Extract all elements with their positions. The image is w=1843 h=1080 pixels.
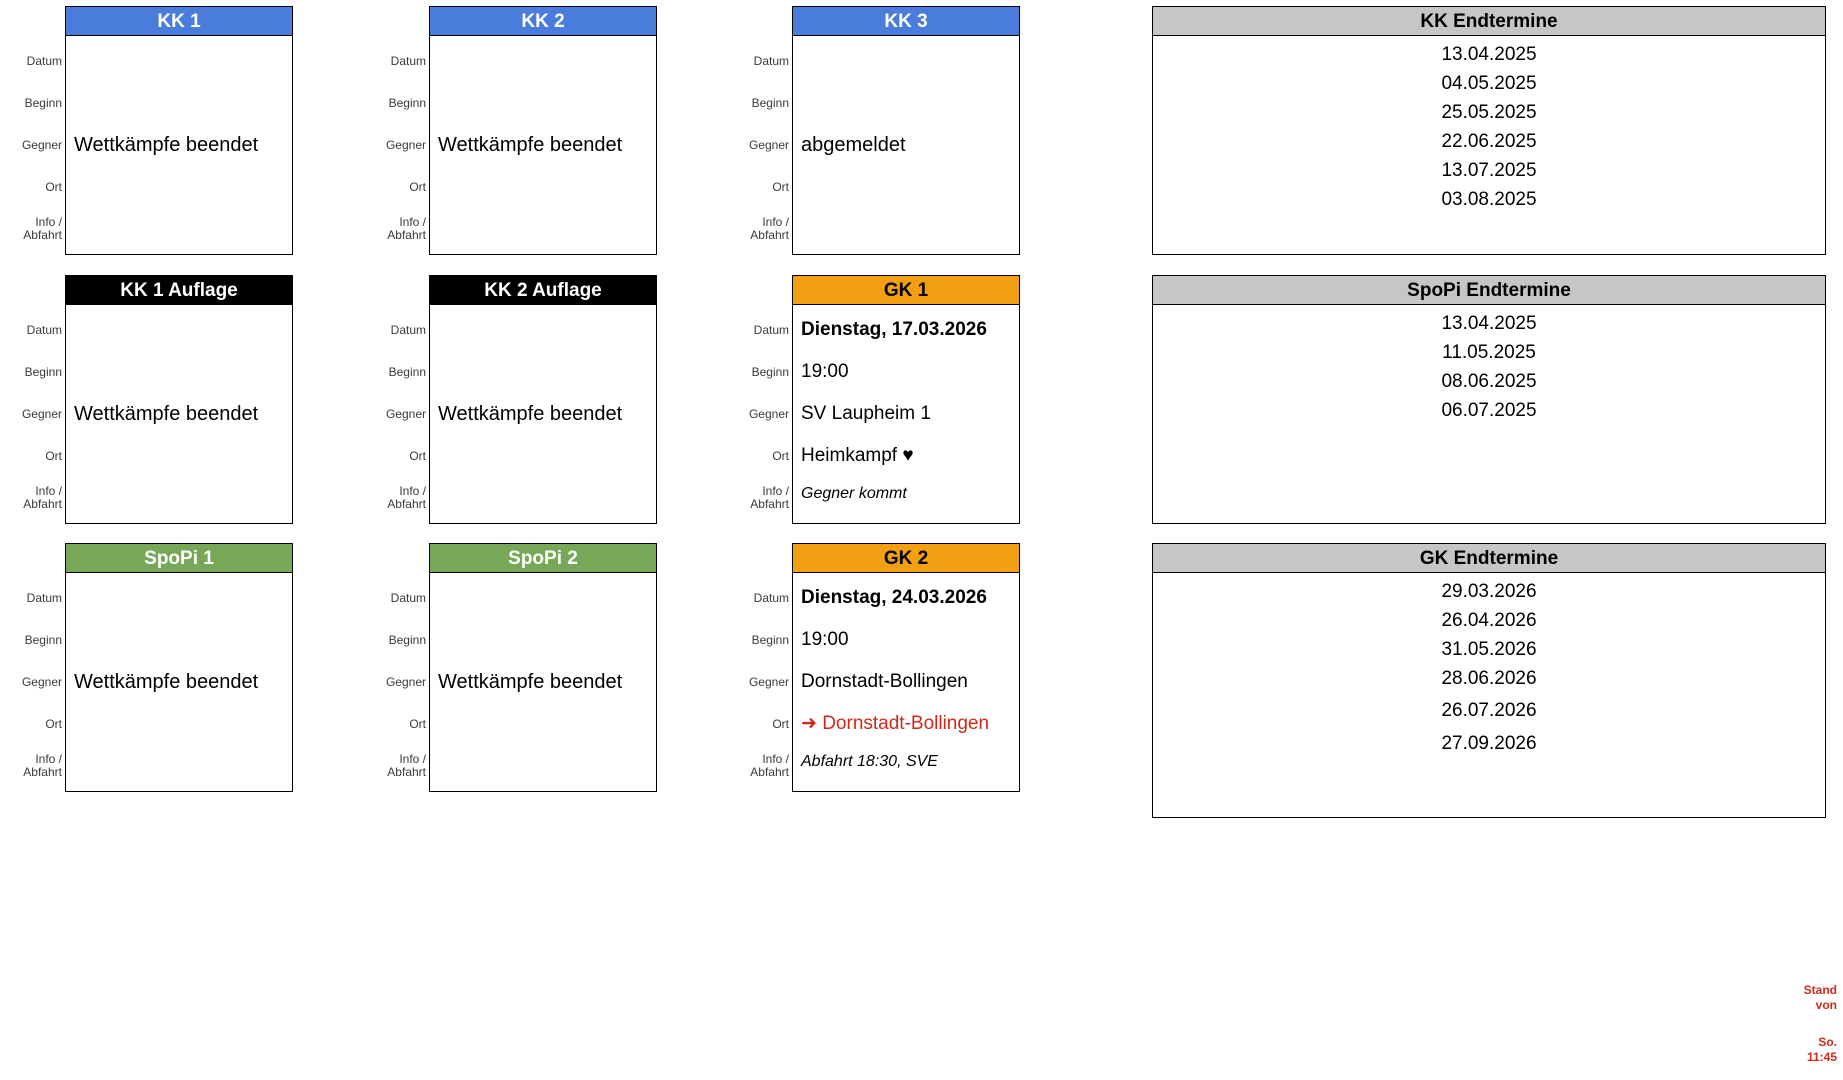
endtermine-date: 26.04.2026 [1441,610,1537,631]
match-card-kk-3 [748,6,1020,255]
label-ort: Ort [772,449,789,463]
endtermine-date: 04.05.2025 [1441,73,1537,94]
label-datum: Datum [753,323,789,337]
label-datum: Datum [390,54,426,68]
label-gegner: Gegner [385,407,426,421]
label-info-line1: Info / [399,752,426,766]
label-info-line2: Abfahrt [750,765,789,779]
label-gegner: Gegner [385,675,426,689]
label-gegner: Gegner [748,407,789,421]
card-body-gk-1 [748,305,1020,524]
label-info-line1: Info / [399,215,426,229]
value-info-gk-1: Gegner kommt [801,485,907,502]
value-ort-gk-1: Heimkampf ♥ [801,445,914,466]
label-info-abfahrt [23,216,62,242]
endtermine-date: 29.03.2026 [1441,581,1537,602]
card-message-kk-3: abgemeldet [801,134,906,156]
label-datum: Datum [753,54,789,68]
match-card-spopi-2 [385,543,657,792]
label-info-abfahrt [387,485,426,511]
label-info-abfahrt [750,216,789,242]
endtermine-date: 25.05.2025 [1441,102,1537,123]
label-datum: Datum [26,591,62,605]
endtermine-date: 31.05.2026 [1441,639,1537,660]
label-gegner: Gegner [385,138,426,152]
card-title-kk-1-auflage: KK 1 Auflage [65,275,293,305]
card-title-spopi-1: SpoPi 1 [65,543,293,573]
endtermine-date: 13.07.2025 [1441,160,1537,181]
label-beginn: Beginn [24,96,62,110]
label-gegner: Gegner [748,138,789,152]
row-labels-spopi-1 [0,573,62,791]
endtermine-date: 03.08.2025 [1441,189,1537,210]
row-labels-kk-2 [360,36,426,254]
row-labels-gk-2 [723,573,789,791]
card-title-spopi-2: SpoPi 2 [429,543,657,573]
label-datum: Datum [390,323,426,337]
card-message-kk-2-auflage: Wettkämpfe beendet [438,403,623,425]
match-card-kk-2-auflage [385,275,657,524]
endtermine-date: 28.06.2026 [1441,668,1537,689]
value-datum-gk-1: Dienstag, 17.03.2026 [801,319,987,340]
label-info-line2: Abfahrt [23,765,62,779]
endtermine-kk [1152,6,1826,255]
label-datum: Datum [753,591,789,605]
label-ort: Ort [45,180,62,194]
label-info-abfahrt [387,216,426,242]
label-ort: Ort [409,717,426,731]
endtermine-spopi [1152,275,1826,524]
label-datum: Datum [390,591,426,605]
label-info-line1: Info / [762,484,789,498]
label-info-line1: Info / [35,215,62,229]
value-gegner-gk-2: Dornstadt-Bollingen [801,671,968,692]
value-info-gk-2: Abfahrt 18:30, SVE [801,753,938,770]
row-labels-kk-3 [723,36,789,254]
label-beginn: Beginn [24,633,62,647]
card-body-spopi-1 [21,573,293,792]
stand-value-block [1807,1035,1837,1065]
match-card-spopi-1 [21,543,293,792]
label-ort: Ort [772,717,789,731]
label-beginn: Beginn [751,96,789,110]
card-message-kk-1: Wettkämpfe beendet [74,134,259,156]
stand-value-day: So. [1818,1035,1837,1049]
label-datum: Datum [26,323,62,337]
endtermine-date: 11.05.2025 [1442,342,1536,363]
endtermine-body-gk [1152,573,1826,818]
label-info-line2: Abfahrt [23,228,62,242]
endtermine-date: 13.04.2025 [1441,313,1537,334]
endtermine-body-spopi [1152,305,1826,524]
endtermine-body-kk [1152,36,1826,255]
label-beginn: Beginn [388,96,426,110]
label-gegner: Gegner [21,407,62,421]
card-rows-gk-2 [793,573,1019,791]
match-card-gk-2 [748,543,1020,792]
label-info-abfahrt [23,753,62,779]
card-body-gk-2 [748,573,1020,792]
endtermine-date: 08.06.2025 [1441,371,1537,392]
label-gegner: Gegner [21,675,62,689]
row-labels-spopi-2 [360,573,426,791]
label-info-line1: Info / [762,215,789,229]
card-title-kk-2-auflage: KK 2 Auflage [429,275,657,305]
row-labels-kk-2-auflage [360,305,426,523]
card-rows-gk-1 [793,305,1019,523]
label-ort: Ort [45,449,62,463]
label-beginn: Beginn [388,365,426,379]
row-labels-kk-1 [0,36,62,254]
row-labels-kk-1-auflage [0,305,62,523]
label-info-line2: Abfahrt [750,497,789,511]
label-info-line2: Abfahrt [387,228,426,242]
label-beginn: Beginn [388,633,426,647]
label-info-line2: Abfahrt [387,497,426,511]
card-title-kk-1: KK 1 [65,6,293,36]
endtermine-title-kk: KK Endtermine [1152,6,1826,36]
label-info-abfahrt [750,485,789,511]
match-card-kk-2 [385,6,657,255]
card-body-kk-1-auflage [21,305,293,524]
label-info-line1: Info / [399,484,426,498]
label-info-line1: Info / [762,752,789,766]
value-ort-gk-2: ➜ Dornstadt-Bollingen [801,713,990,734]
label-ort: Ort [45,717,62,731]
stand-block [1804,983,1837,1013]
label-datum: Datum [26,54,62,68]
card-message-kk-2: Wettkämpfe beendet [438,134,623,156]
card-body-kk-2-auflage [385,305,657,524]
endtermine-date: 26.07.2026 [1441,700,1537,721]
label-info-line1: Info / [35,484,62,498]
endtermine-date: 06.07.2025 [1441,400,1537,421]
match-card-gk-1 [748,275,1020,524]
label-ort: Ort [409,180,426,194]
value-beginn-gk-1: 19:00 [801,361,849,382]
label-info-line2: Abfahrt [23,497,62,511]
value-beginn-gk-2: 19:00 [801,629,849,650]
endtermine-date: 22.06.2025 [1441,131,1537,152]
label-gegner: Gegner [21,138,62,152]
value-datum-gk-2: Dienstag, 24.03.2026 [801,587,987,608]
label-info-abfahrt [750,753,789,779]
label-gegner: Gegner [748,675,789,689]
endtermine-gk [1152,543,1826,818]
card-message-spopi-2: Wettkämpfe beendet [438,671,623,693]
endtermine-date: 27.09.2026 [1441,733,1537,754]
value-gegner-gk-1: SV Laupheim 1 [801,403,931,424]
label-ort: Ort [772,180,789,194]
match-card-kk-1-auflage [21,275,293,524]
stand-value-time: 11:45 [1806,1050,1837,1064]
label-beginn: Beginn [751,633,789,647]
label-info-abfahrt [387,753,426,779]
label-beginn: Beginn [751,365,789,379]
card-message-kk-1-auflage: Wettkämpfe beendet [74,403,259,425]
card-message-spopi-1: Wettkämpfe beendet [74,671,259,693]
card-body-kk-3 [748,36,1020,255]
label-info-line2: Abfahrt [387,765,426,779]
card-title-kk-3: KK 3 [792,6,1020,36]
label-info-line1: Info / [35,752,62,766]
match-card-kk-1 [21,6,293,255]
endtermine-date: 13.04.2025 [1441,44,1537,65]
stand-label-line1: Stand [1803,983,1837,997]
stand-label-line2: von [1815,998,1837,1012]
endtermine-title-spopi: SpoPi Endtermine [1152,275,1826,305]
card-title-gk-1: GK 1 [792,275,1020,305]
card-title-gk-2: GK 2 [792,543,1020,573]
label-info-line2: Abfahrt [750,228,789,242]
card-body-kk-2 [385,36,657,255]
card-body-kk-1 [21,36,293,255]
label-beginn: Beginn [24,365,62,379]
endtermine-title-gk: GK Endtermine [1152,543,1826,573]
label-info-abfahrt [23,485,62,511]
card-body-spopi-2 [385,573,657,792]
card-title-kk-2: KK 2 [429,6,657,36]
label-ort: Ort [409,449,426,463]
row-labels-gk-1 [723,305,789,523]
